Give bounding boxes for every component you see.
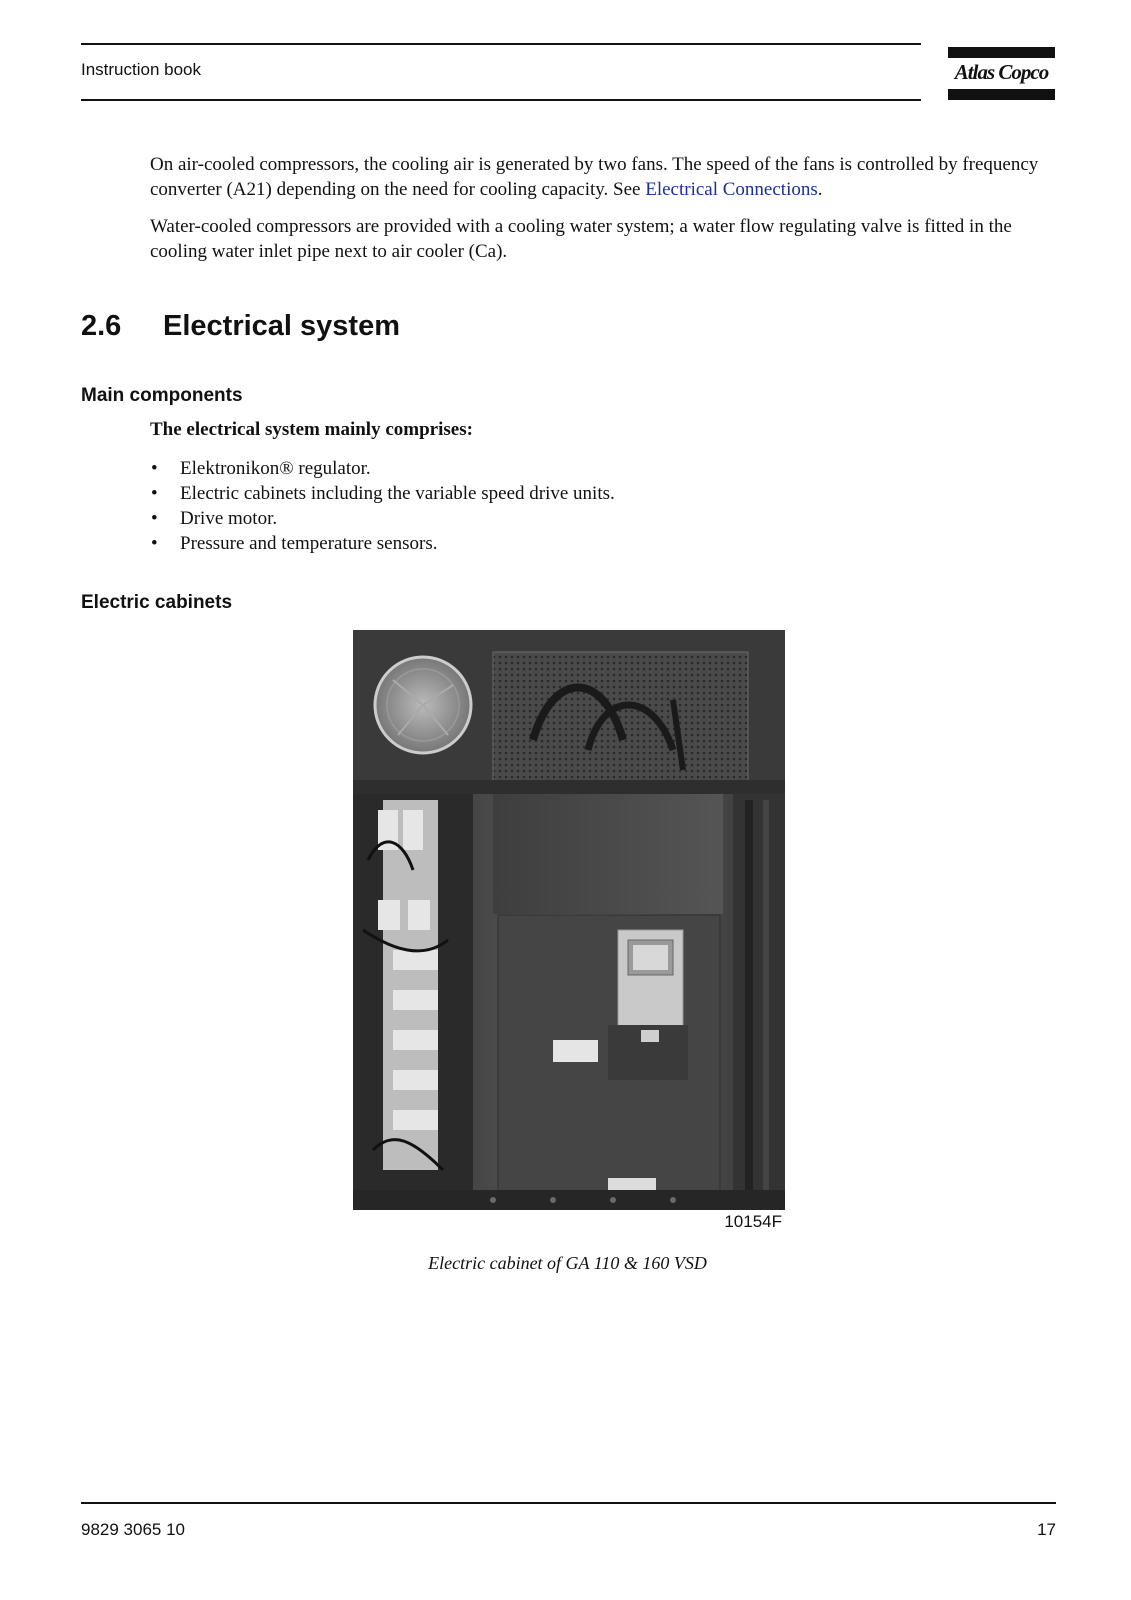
components-list	[150, 456, 615, 556]
header-bottom-rule	[81, 99, 921, 101]
list-item: • Drive motor.	[150, 506, 615, 531]
section-heading	[81, 310, 400, 343]
intro-paragraph-water-cooled: Water-cooled compressors are provided with a cooling water system; a water flow regulating valve is fitted in the cooling water inlet pipe next to air cooler (Ca).	[150, 216, 1012, 262]
section-number: 2.6	[81, 310, 122, 342]
section-title: Electrical system	[163, 310, 400, 342]
list-item: • Elektronikon® regulator.	[150, 456, 615, 481]
main-components-lead: The electrical system mainly comprises:	[150, 419, 473, 440]
doc-number: 9829 3065 10	[81, 1520, 185, 1539]
electric-cabinets-heading: Electric cabinets	[81, 592, 233, 613]
intro-paragraph-end: .	[817, 179, 823, 200]
list-item: • Electric cabinets including the variable speed drive units.	[150, 481, 615, 506]
main-components-heading: Main components	[81, 385, 243, 406]
figure-caption: Electric cabinet of GA 110 & 160 VSD	[428, 1253, 707, 1273]
figure-id: 10154F	[724, 1212, 782, 1231]
header-title: Instruction book	[81, 60, 202, 79]
atlas-copco-logo	[948, 47, 1055, 100]
intro-paragraph-air-cooled	[150, 152, 1060, 202]
electric-cabinet-photo	[353, 630, 785, 1210]
logo-top-bar	[948, 47, 1055, 58]
electrical-connections-link[interactable]: Electrical Connections	[645, 179, 818, 200]
logo-bottom-bar	[948, 89, 1055, 100]
intro-paragraph-text: On air-cooled compressors, the cooling air is generated by two fans. The speed of the fans is controlled by frequency converter (A21) depending on the need for cooling capacity. See	[150, 154, 1039, 200]
header-top-rule	[81, 43, 921, 45]
footer-rule	[81, 1502, 1056, 1504]
list-item: • Pressure and temperature sensors.	[150, 531, 615, 556]
logo-wordmark: Atlas Copco	[954, 60, 1049, 84]
page-number: 17	[1037, 1520, 1056, 1539]
